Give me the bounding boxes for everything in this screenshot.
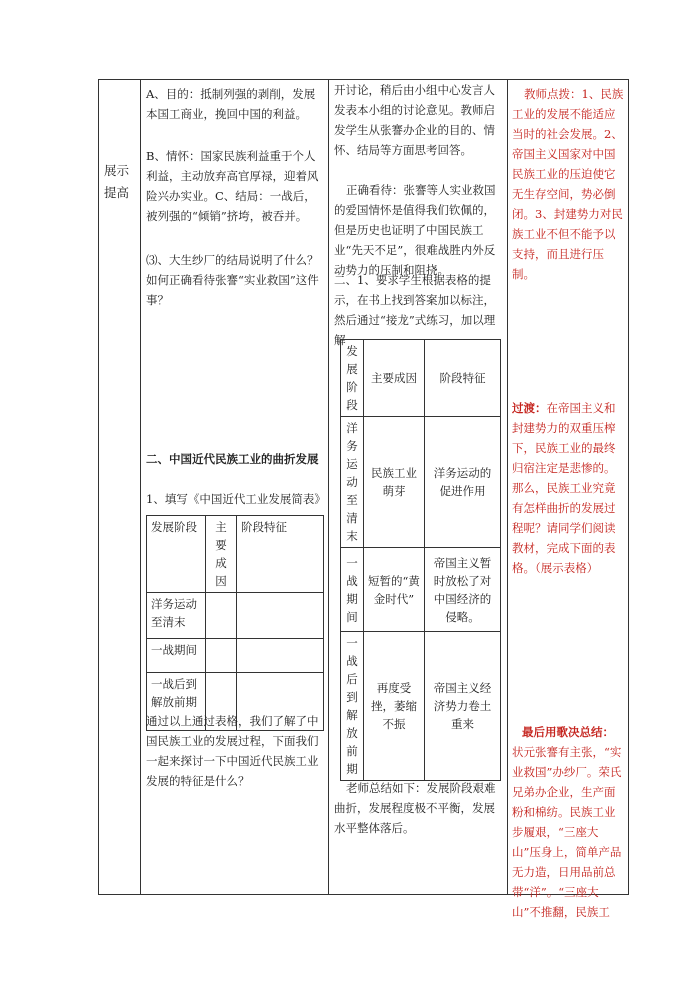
column-divider-2 (328, 79, 329, 895)
blank-table-cell[interactable] (206, 593, 237, 639)
filled-table-cause-1: 民族工业萌芽 (364, 417, 425, 548)
transition-text: 在帝国主义和封建势力的双重压榨下，民族工业的最终归宿注定是悲惨的。那么，民族工业究竟有怎样曲折的发展过程呢？请同学们阅读教材，完成下面的表格。（展示表格） (512, 401, 616, 575)
teacher-note: 教师点拨：1、民族工业的发展不能适应当时的社会发展。2、帝国主义国家对中国民族工业的压迫使它无生存空间，势必倒闭。3、封建势力对民族工业不但不能予以支持，而且进行压制。 (512, 87, 624, 281)
filled-table-header-cause: 主要成因 (364, 340, 425, 417)
filled-table-cause-3: 再度受挫，萎缩不振 (364, 632, 425, 781)
filled-table-cause-2: 短暂的“黄金时代” (364, 548, 425, 632)
col2-para-3: 二、1、要求学生根据表格的提示，在书上找到答案加以标注，然后通过“接龙”式练习，加以理解 (334, 273, 496, 347)
col1-task-1: 1、填写《中国近代工业发展简表》 (146, 492, 326, 506)
row-label: 展示提高 (104, 163, 130, 200)
col1-question-3: ⑶、大生纱厂的结局说明了什么？如何正确看待张謇“实业救国”这件事？ (146, 253, 319, 307)
transition-label: 过渡： (512, 401, 547, 415)
column-divider-3 (507, 79, 508, 895)
blank-table-cell[interactable] (206, 639, 237, 673)
blank-table-cell[interactable] (237, 593, 324, 639)
col2-conclusion: 老师总结如下：发展阶段艰难曲折，发展程度极不平衡，发展水平整体落后。 (334, 781, 496, 835)
blank-table-header-cause: 主要成因 (206, 516, 237, 593)
filled-table-stage-1: 洋务运动至清末 (341, 417, 364, 548)
filled-table-header-stage: 发展阶段 (341, 340, 364, 417)
col1-section-title: 二、中国近代民族工业的曲折发展 (146, 452, 319, 466)
final-summary-label: 最后用歌决总结： (522, 725, 614, 739)
blank-table-header-stage: 发展阶段 (147, 516, 206, 593)
col1-summary-question: 通过以上通过表格，我们了解了中国民族工业的发展过程，下面我们一起来探讨一下中国近代民族工业发展的特征是什么？ (146, 714, 319, 788)
blank-table-header-feature: 阶段特征 (237, 516, 324, 593)
filled-table-stage-2: 一战期间 (341, 548, 364, 632)
transition-block (512, 398, 624, 578)
column-divider-1 (140, 79, 141, 895)
blank-industry-table (146, 515, 324, 731)
col1-para-a: A、目的：抵制列强的剥削，发展本国工商业，挽回中国的利益。 (146, 87, 316, 121)
filled-table-header-feature: 阶段特征 (425, 340, 501, 417)
filled-table-feature-3: 帝国主义经济势力卷土重来 (425, 632, 501, 781)
final-summary-text: 状元张謇有主张，“实业救国”办纱厂。荣氏兄弟办企业，生产面粉和棉纺。民族工业步履艰，“三座大山”压身上，简单产品无力造，日用品前总带“洋”。“三座大山”不推翻，民族工 (512, 745, 622, 919)
blank-table-stage-3: 一战后到解放前期 (147, 673, 206, 731)
blank-table-cell[interactable] (237, 639, 324, 673)
blank-table-stage-2: 一战期间 (147, 639, 206, 673)
filled-industry-table (340, 339, 501, 781)
col2-para-1: 开讨论，稍后由小组中心发言人发表本小组的讨论意见。教师启发学生从张謇办企业的目的、情怀、结局等方面思考回答。 (334, 83, 495, 157)
blank-table-stage-1: 洋务运动至清末 (147, 593, 206, 639)
col1-para-b: B、情怀：国家民族利益重于个人利益，主动放弃高官厚禄，迎着风险兴办实业。C、结局：一战后，被列强的“倾销”挤垮，被吞并。 (146, 149, 319, 223)
filled-table-feature-2: 帝国主义暂时放松了对中国经济的侵略。 (425, 548, 501, 632)
col2-para-2: 正确看待：张謇等人实业救国的爱国情怀是值得我们钦佩的，但是历史也证明了中国民族工业“先天不足”，很难战胜内外反动势力的压制和阻挠。 (334, 183, 496, 277)
filled-table-stage-3: 一战后到解放前期 (341, 632, 364, 781)
filled-table-feature-1: 洋务运动的促进作用 (425, 417, 501, 548)
